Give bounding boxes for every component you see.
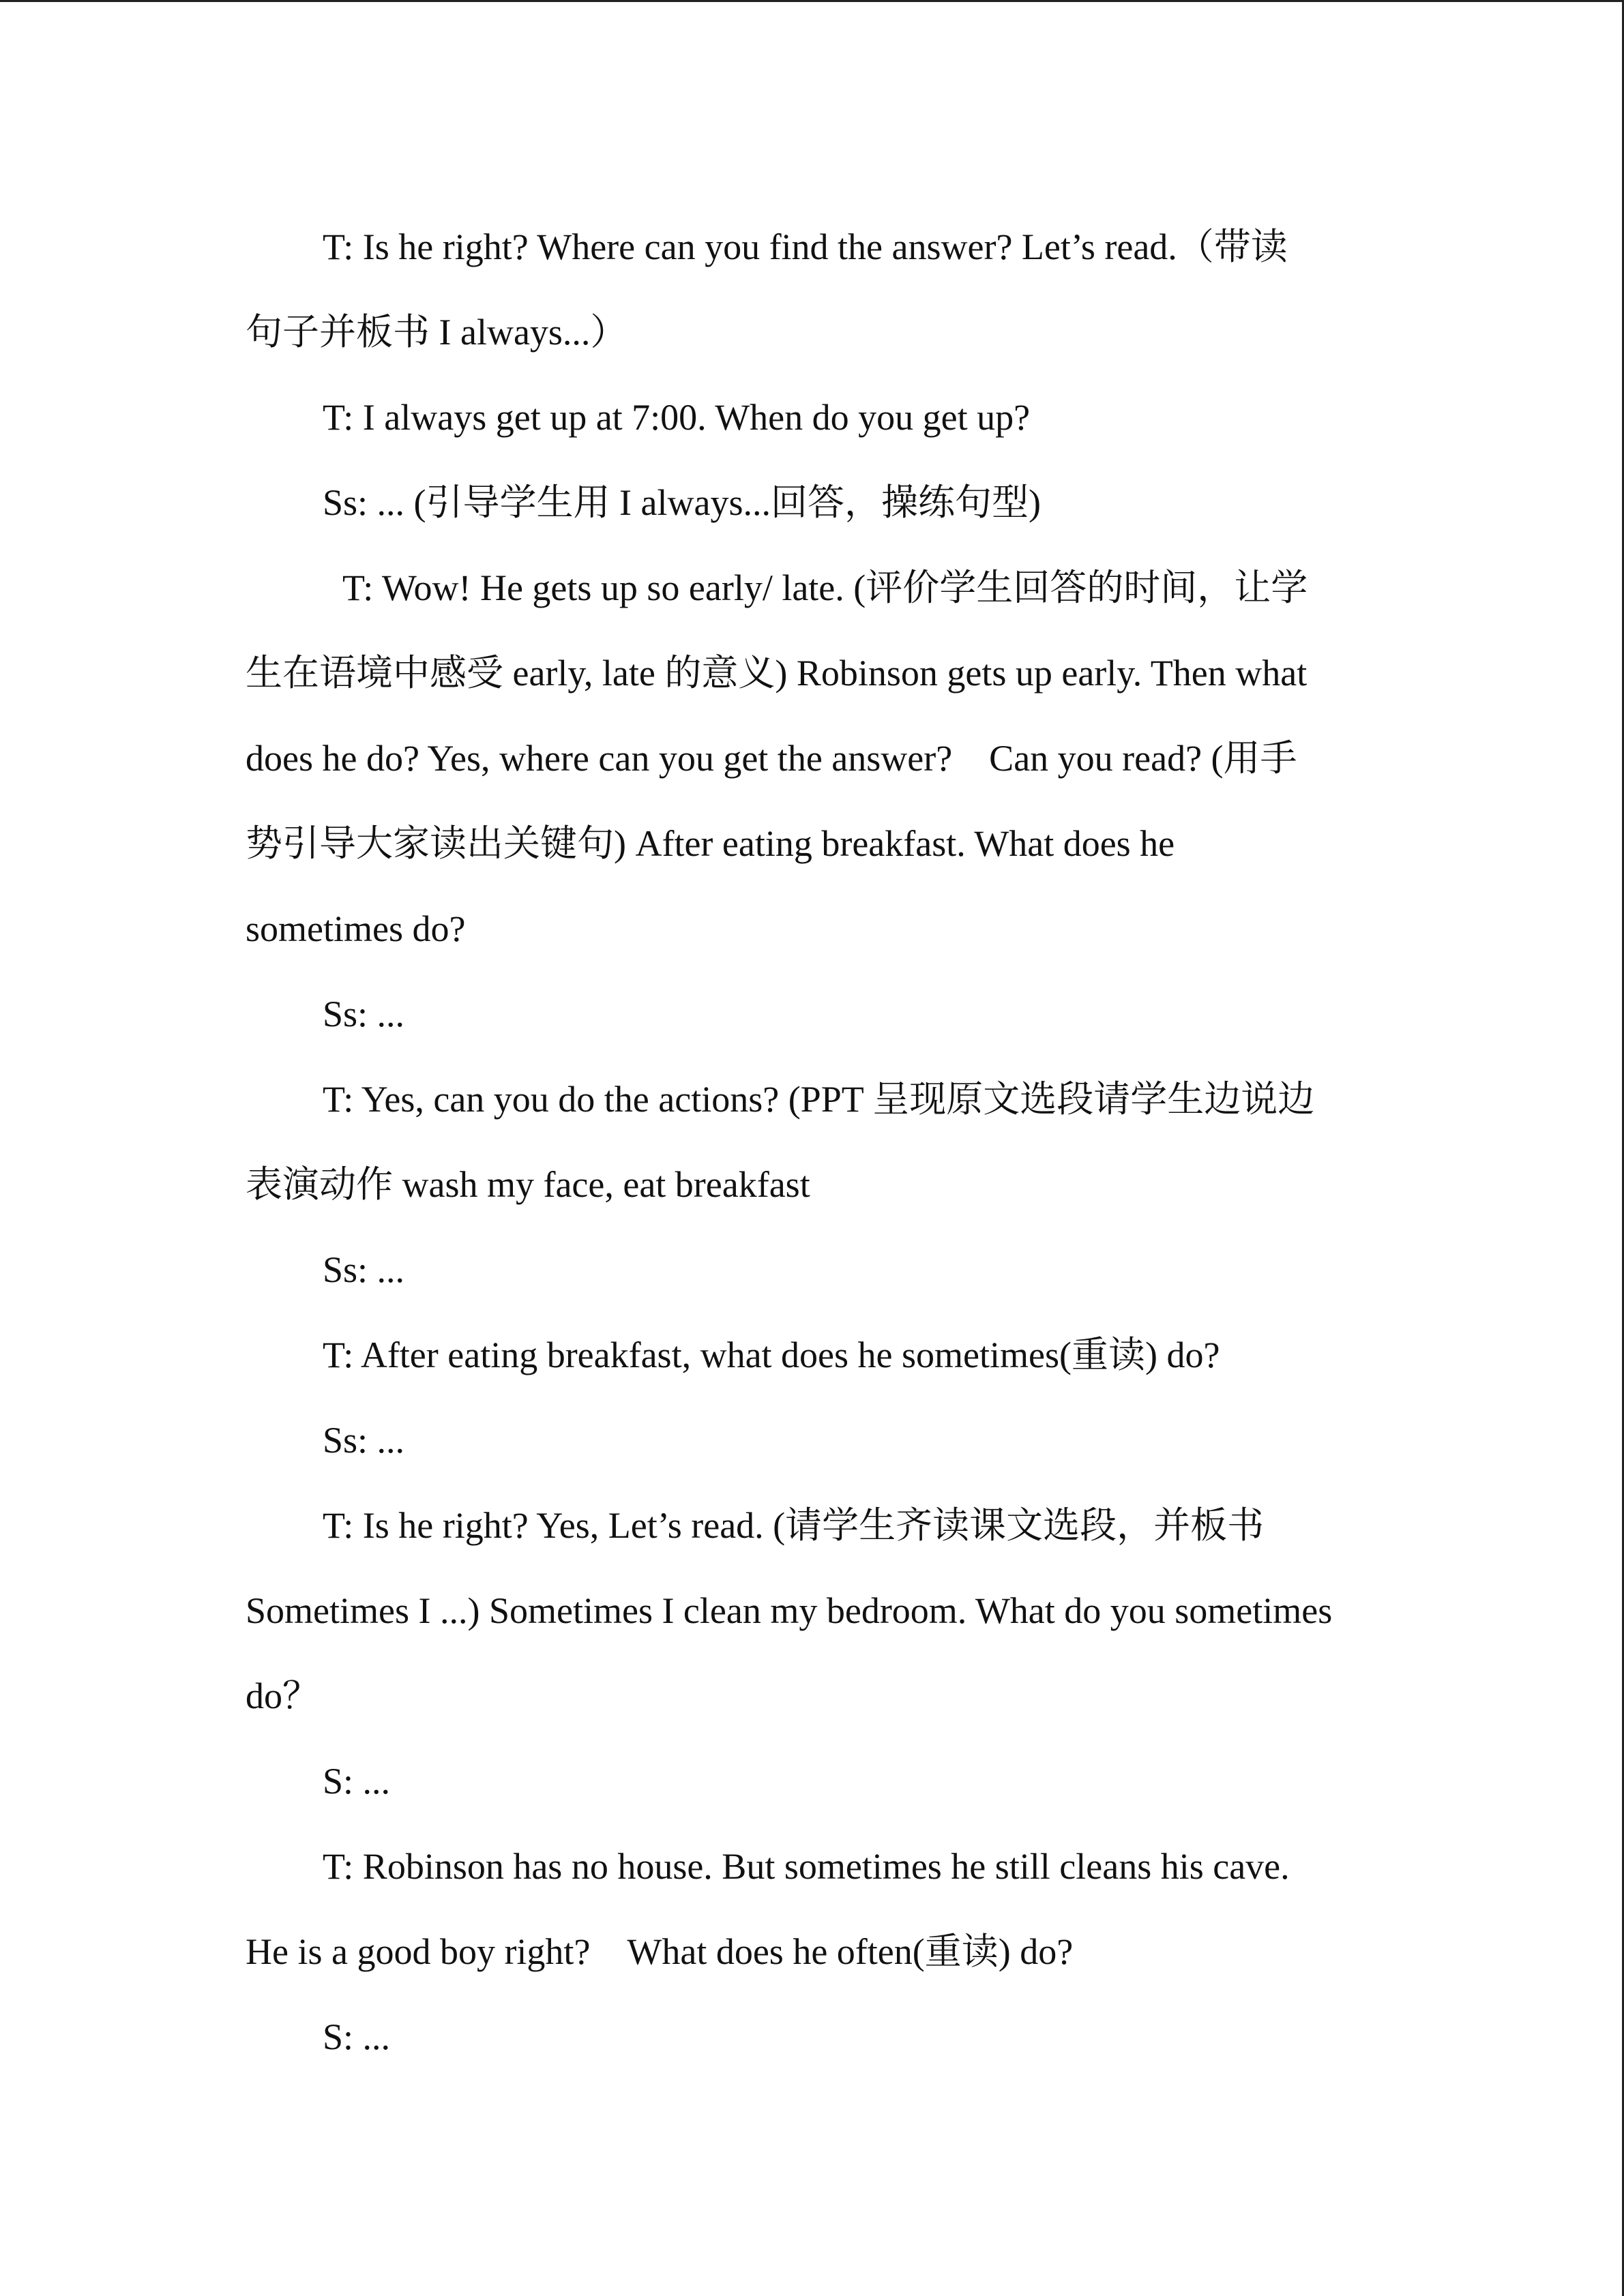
text-line: T: Is he right? Where can you find the answer? Let’s read.（带读 [323,226,1288,267]
text-line: T: After eating breakfast, what does he sometimes(重读) do? [323,1335,1220,1375]
text-line: He is a good boy right? What does he often(重读) do? [246,1931,1074,1972]
text-line: Ss: ... [323,1420,405,1461]
document-body [246,205,1378,2080]
text-line: do？ [246,1675,319,1716]
text-line: Ss: ... [323,994,405,1034]
text-line: T: I always get up at 7:00. When do you get up? [323,397,1031,438]
text-line: T: Wow! He gets up so early/ late. (评价学生回答的时间，让学 [342,567,1308,608]
text-line: sometimes do? [246,908,466,949]
text-line: Sometimes I ...) Sometimes I clean my bedroom. What do you sometimes [246,1590,1333,1631]
text-line: 生在语境中感受 early, late 的意义) Robinson gets up early. Then what [246,653,1308,694]
text-line: 句子并板书 I always...） [246,312,628,353]
text-line: S: ... [323,1761,391,1802]
text-line: T: Yes, can you do the actions? (PPT 呈现原文选段请学生边说边 [323,1079,1315,1120]
page-top-border [0,0,1624,2]
text-line: S: ... [323,2016,391,2057]
text-line: T: Robinson has no house. But sometimes he still cleans his cave. [323,1846,1290,1887]
text-line: T: Is he right? Yes, Let’s read. (请学生齐读课文选段，并板书 [323,1505,1265,1546]
text-line: 势引导大家读出关键句) After eating breakfast. What does he [246,823,1175,864]
text-line: Ss: ... [323,1249,405,1290]
text-line: does he do? Yes, where can you get the answer? Can you read? (用手 [246,738,1297,779]
text-line: Ss: ... (引导学生用 I always...回答，操练句型) [323,482,1041,523]
text-line: 表演动作 wash my face, eat breakfast [246,1164,810,1205]
